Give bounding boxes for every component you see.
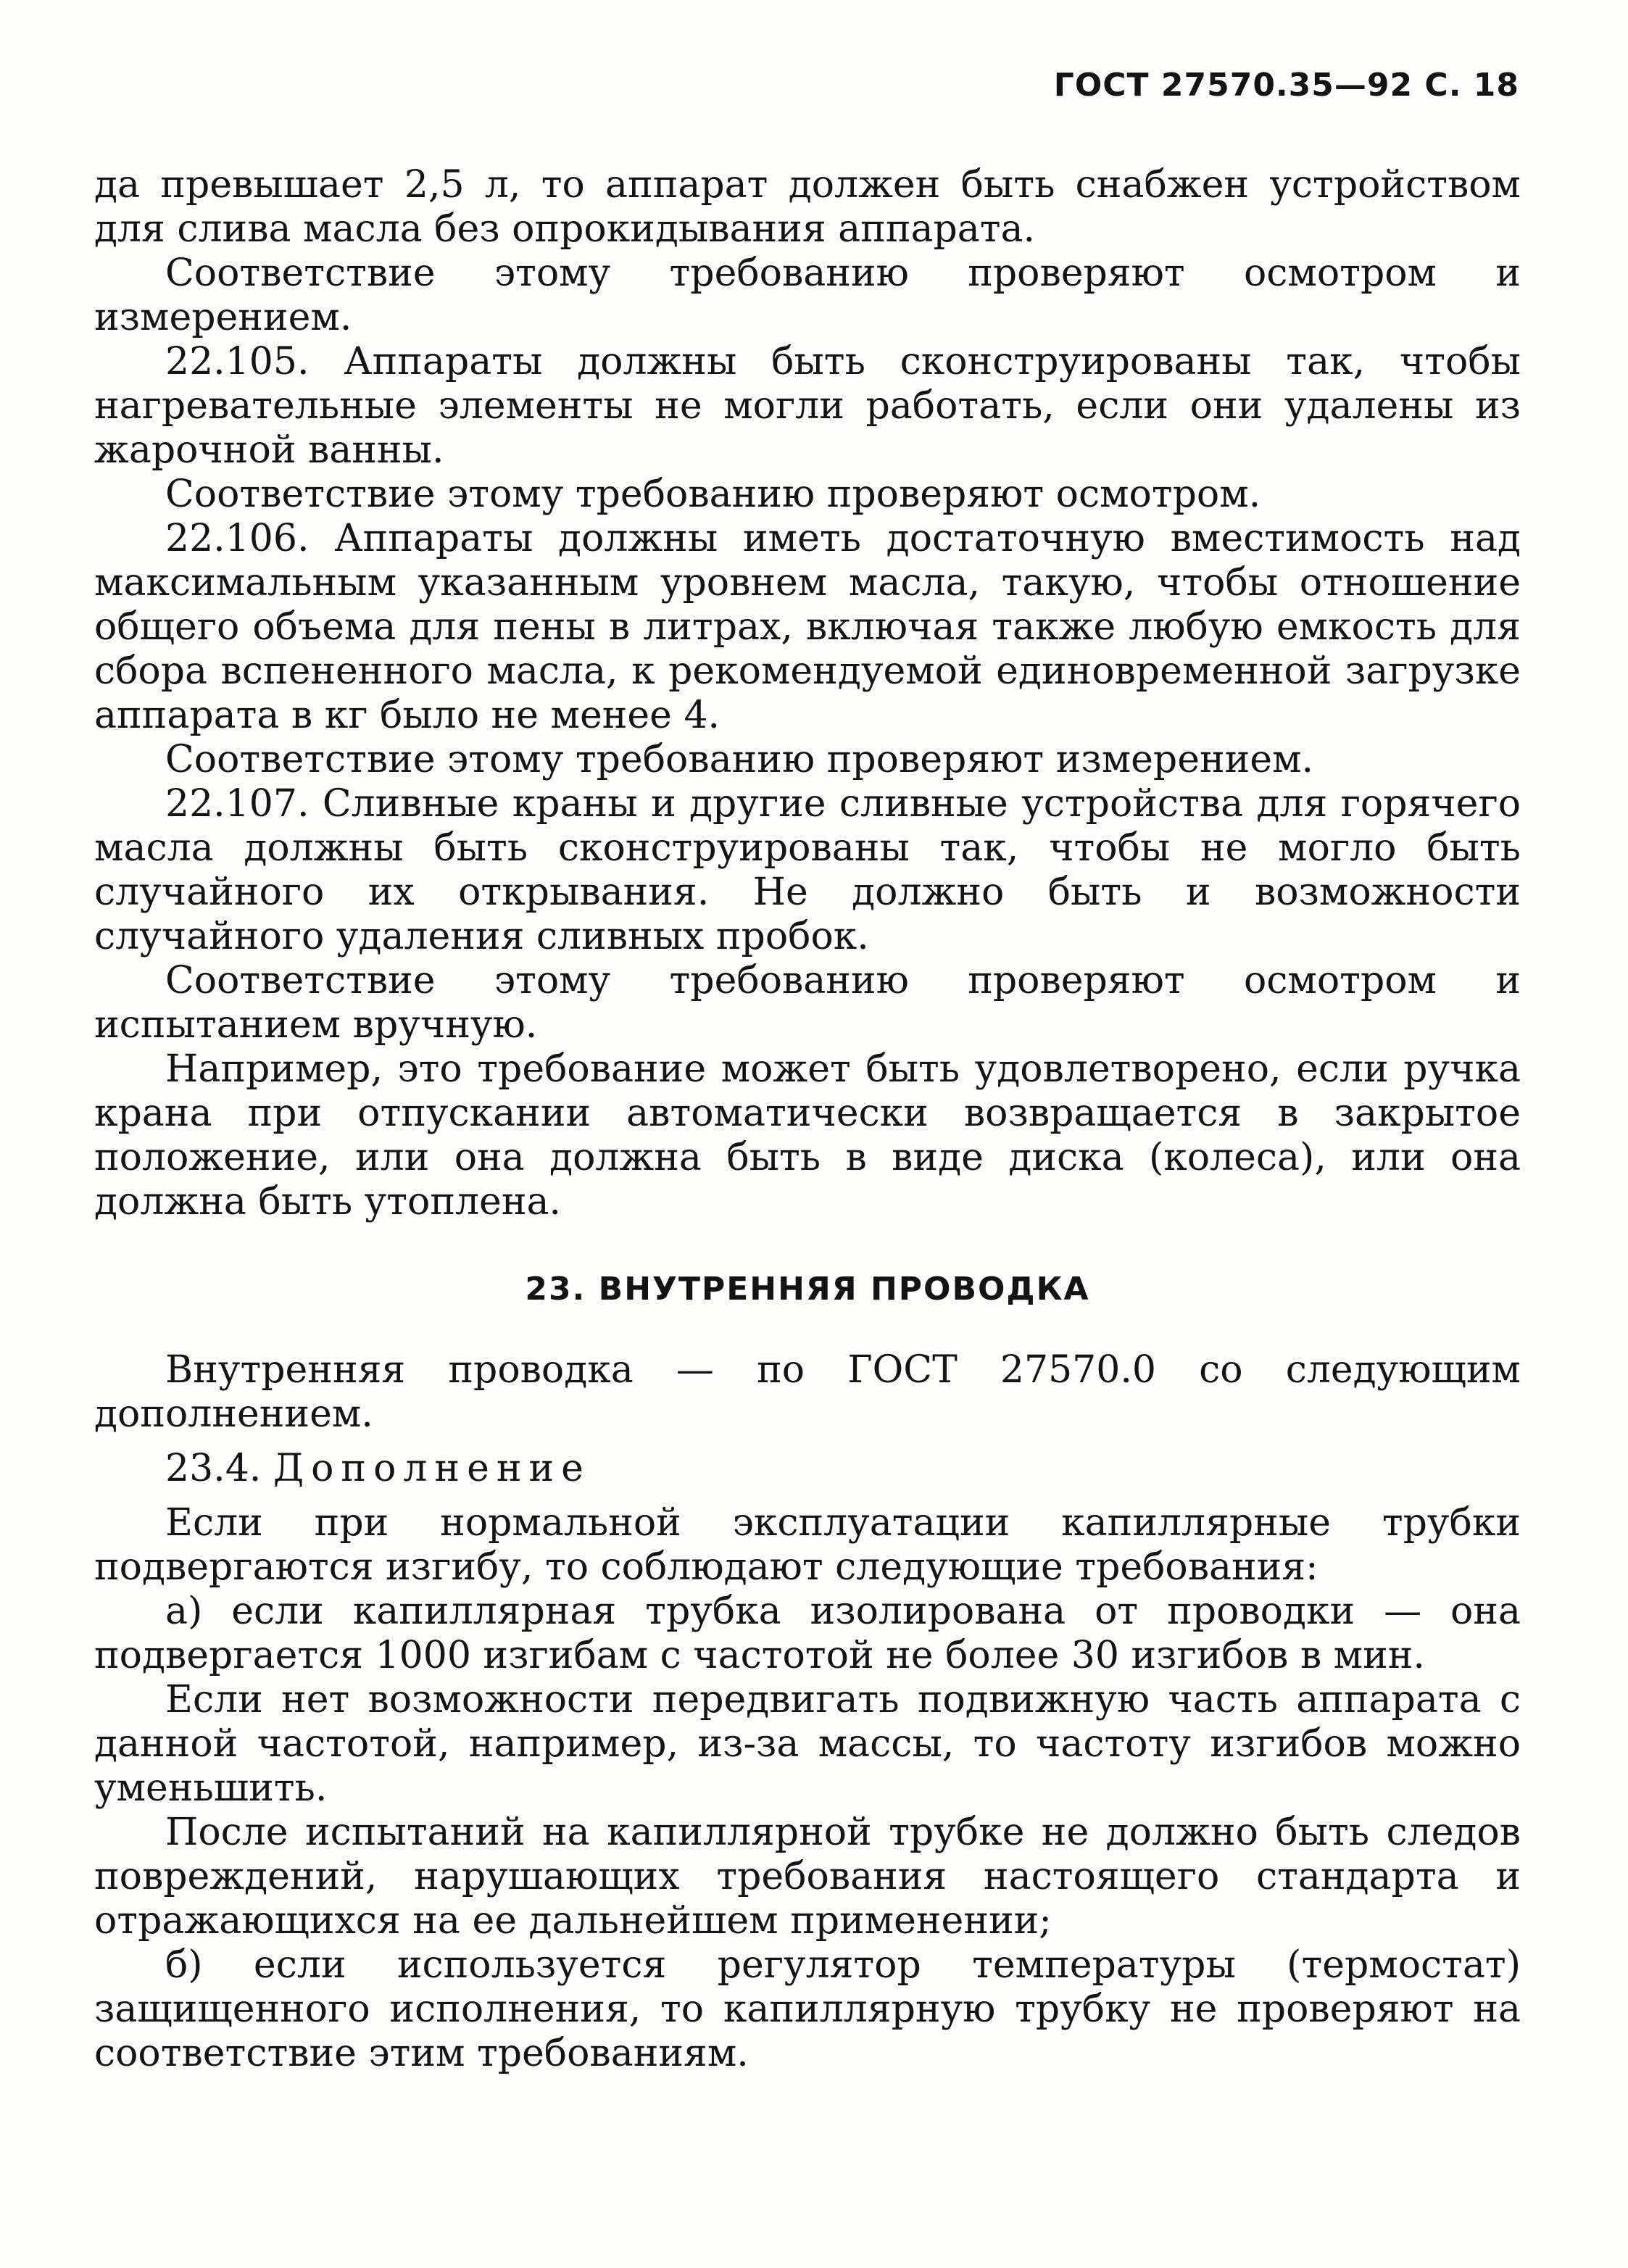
- section-intro: Внутренняя проводка — по ГОСТ 27570.0 со следующим дополнением.: [94, 1348, 1521, 1436]
- clause-22-105: 22.105. Аппараты должны быть сконструированы так, чтобы нагревательные элементы не могли работать, если они удалены из жарочной ванны.: [94, 340, 1521, 472]
- paragraph-example: Например, это требование может быть удовлетворено, если ручка крана при отпускании автоматически возвращается в закрытое положение, или она должна быть в виде диска (колеса), или она должна быть утоплена.: [94, 1047, 1521, 1224]
- clause-22-107: 22.107. Сливные краны и другие сливные устройства для горячего масла должны быть сконструированы так, чтобы не могло быть случайного их открывания. Не должно быть и возможности случайного удаления сливных пробок.: [94, 782, 1521, 958]
- clause-22-106: 22.106. Аппараты должны иметь достаточную вместимость над максимальным указанным уровнем масла, такую, чтобы отношение общего объема для пены в литрах, включая также любую емкость для сбора вспененного масла, к рекомендуемой единовременной загрузке аппарата в кг было не менее 4.: [94, 517, 1521, 737]
- paragraph-capillary-intro: Если при нормальной эксплуатации капиллярные трубки подвергаются изгибу, то соблюдают следующие требования:: [94, 1501, 1521, 1589]
- paragraph-after-test: После испытаний на капиллярной трубке не должно быть следов повреждений, нарушающих требования настоящего стандарта и отражающихся на ее дальнейшем применении;: [94, 1811, 1521, 1943]
- paragraph-frequency-note: Если нет возможности передвигать подвижную часть аппарата с данной частотой, например, из-за массы, то частоту изгибов можно уменьшить.: [94, 1678, 1521, 1810]
- paragraph-compliance: Соответствие этому требованию проверяют осмотром.: [165, 473, 1261, 516]
- subsection-title: Дополнение: [273, 1447, 591, 1490]
- paragraph-compliance: Соответствие этому требованию проверяют осмотром и испытанием вручную.: [94, 959, 1521, 1047]
- list-item-b: б) если используется регулятор температуры (термостат) защищенного исполнения, то капиллярную трубку не проверяют на соответствие этим требованиям.: [94, 1943, 1521, 2075]
- paragraph-compliance: Соответствие этому требованию проверяют измерением.: [165, 738, 1314, 781]
- paragraph-continuation: да превышает 2,5 л, то аппарат должен быть снабжен устройством для слива масла без опрокидывания аппарата.: [94, 163, 1521, 251]
- section-heading: 23. ВНУТРЕННЯЯ ПРОВОДКА: [525, 1271, 1090, 1308]
- paragraph-compliance: Соответствие этому требованию проверяют осмотром и измерением.: [94, 252, 1521, 339]
- list-item-a: а) если капиллярная трубка изолирована от проводки — она подвергается 1000 изгибам с частотой не более 30 изгибов в мин.: [94, 1590, 1521, 1677]
- page-body: [94, 163, 1521, 2076]
- running-head: ГОСТ 27570.35—92 С. 18: [1053, 67, 1519, 104]
- subsection-number: 23.4.: [165, 1447, 262, 1490]
- subsection-title-line: [94, 1447, 1521, 1491]
